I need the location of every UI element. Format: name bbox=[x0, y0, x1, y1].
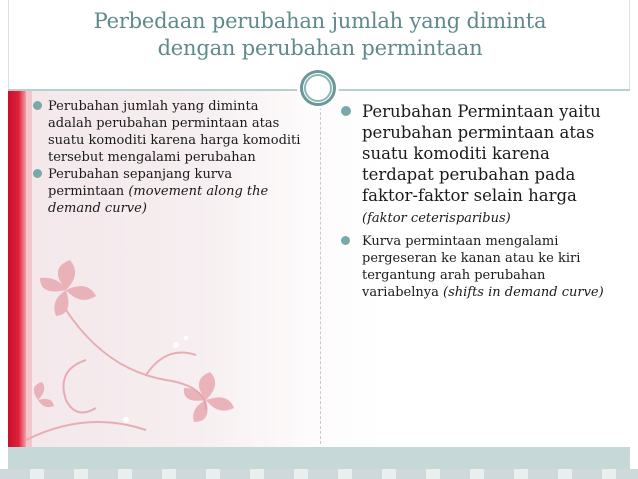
bullet-icon bbox=[341, 236, 350, 245]
bullet-icon bbox=[33, 169, 42, 178]
right-bullet-1-italic: (faktor ceterisparibus) bbox=[362, 211, 511, 226]
red-side-bar bbox=[8, 91, 26, 469]
right-bullet-1-text: Perubahan Permintaan yaitu perubahan permintaan atas suatu komoditi karena terdapat perubahan pada faktor-faktor selain harga bbox=[362, 102, 601, 205]
title-line-2: dengan perubahan permintaan bbox=[157, 36, 483, 60]
bottom-strip bbox=[0, 469, 638, 479]
left-bullet-1 bbox=[32, 98, 302, 166]
bottom-band bbox=[8, 447, 630, 469]
right-bullet-2-text: Kurva permintaan mengalami pergeseran ke kanan atau ke kiri tergantung arah perubahan variabelnya bbox=[362, 234, 581, 300]
slide-title bbox=[40, 8, 600, 62]
column-divider bbox=[320, 92, 321, 444]
left-bullet-2-italic: (movement along the demand curve) bbox=[48, 184, 269, 216]
title-line-1: Perbedaan perubahan jumlah yang diminta bbox=[93, 9, 547, 33]
ring-ornament-inner bbox=[304, 74, 332, 102]
right-column bbox=[340, 101, 620, 301]
left-column bbox=[32, 98, 302, 217]
right-bullet-1 bbox=[340, 101, 620, 229]
bullet-icon bbox=[341, 106, 351, 116]
bullet-icon bbox=[33, 101, 42, 110]
right-bullet-2-italic: (shifts in demand curve) bbox=[443, 285, 604, 300]
floral-decoration bbox=[26, 250, 316, 450]
left-bullet-2-text: Perubahan sepanjang kurva permintaan bbox=[48, 167, 233, 199]
right-bullet-2 bbox=[340, 233, 620, 301]
left-bullet-2 bbox=[32, 166, 302, 217]
left-bullet-1-text: Perubahan jumlah yang diminta adalah perubahan permintaan atas suatu komoditi karena harga komoditi tersebut mengalami perubahan bbox=[48, 99, 301, 165]
